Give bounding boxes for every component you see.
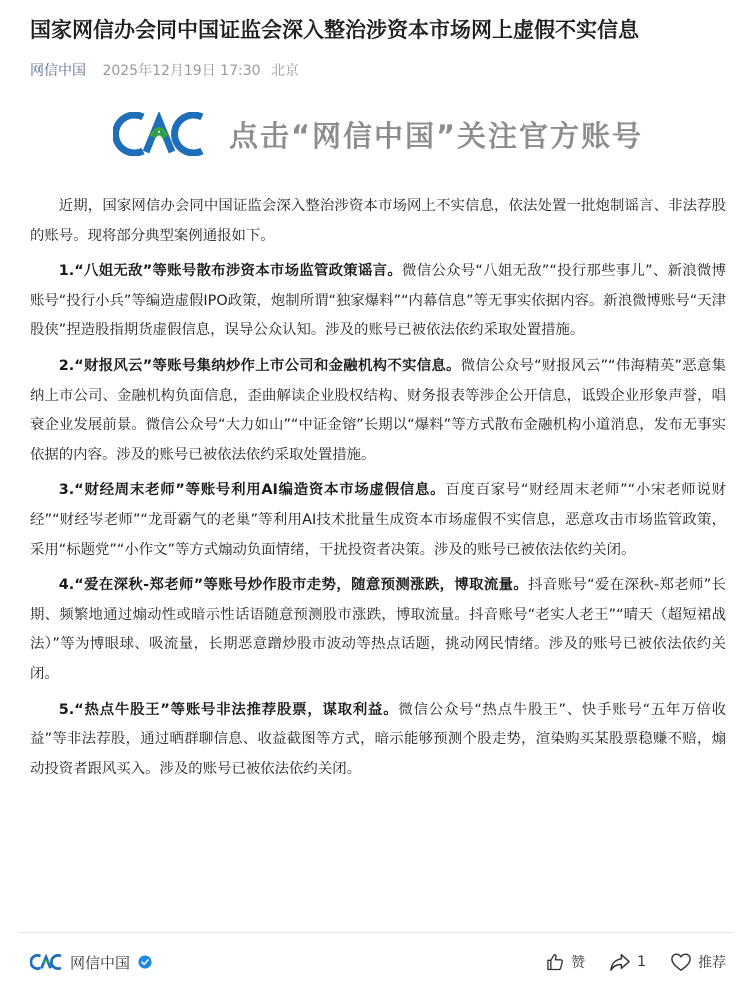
banner-text: 点击“网信中国”关注官方账号 <box>228 118 644 153</box>
case-body-2: 微信公众号“财报风云”“伟海精英”恶意集纳上市公司、金融机构负面信息，歪曲解读企业股权结构、财务报表等涉企公开信息，诋毁企业形象声誉，唱衰企业发展前景。微信公众号“大力如山”“中证金镕”长期以“爆料”等方式散布金融机构小道消息，发布无事实依据的内容。涉及的账号已被依法依约采取处置措施。 <box>30 357 726 463</box>
case-body-1: 微信公众号“八姐无敌”“投行那些事儿”、新浪微博账号“投行小兵”等编造虚假IPO政策，炮制所谓“独家爆料”“内幕信息”等无事实依据内容。新浪微博账号“天津股侠”捏造股指期货虚假信息，误导公众认知。涉及的账号已被依法依约采取处置措施。 <box>30 263 726 339</box>
case-heading-5: 5.“热点牛股王”等账号非法推荐股票，谋取利益。 <box>58 701 399 718</box>
case-body-3: 百度百家号“财经周末老师”“小宋老师说财经”“财经岑老师”“龙哥霸气的老巢”等利用AI技术批量生成资本市场虚假不实信息，恶意攻击市场监管政策，采用“标题党”“小作文”等方式煽动负面情绪，干扰投资者决策。涉及的账号已被依法依约关闭。 <box>30 482 726 558</box>
cac-logo-icon <box>113 112 205 156</box>
cac-small-logo-icon <box>30 954 62 970</box>
follow-banner[interactable] <box>30 86 726 182</box>
article-body <box>30 192 726 784</box>
share-arrow-icon <box>609 952 631 972</box>
case-heading-2: 2.“财报风云”等账号集纳炒作上市公司和金融机构不实信息。 <box>58 357 461 374</box>
recommend-label: 推荐 <box>698 955 726 971</box>
verified-badge-icon <box>138 955 152 969</box>
recommend-button[interactable] <box>670 952 726 972</box>
case-paragraph-2 <box>30 352 726 470</box>
case-heading-4: 4.“爱在深秋-郑老师”等账号炒作股市走势，随意预测涨跌，博取流量。 <box>58 577 529 594</box>
meta-location: 北京 <box>270 63 299 79</box>
case-paragraph-5 <box>30 696 726 785</box>
footer-source-name: 网信中国 <box>70 953 131 972</box>
case-body-5: 微信公众号“热点牛股王”、快手账号“五年万倍收益”等非法荐股，通过晒群聊信息、收益截图等方式，暗示能够预测个股走势，渲染购买某股票稳赚不赔，煽动投资者跟风买入。涉及的账号已被依法依约关闭。 <box>30 701 726 777</box>
case-paragraph-1 <box>30 257 726 346</box>
case-heading-3: 3.“财经周末老师”等账号利用AI编造资本市场虚假信息。 <box>58 482 446 499</box>
case-body-4: 抖音账号“爱在深秋-郑老师”长期、频繁地通过煽动性或暗示性话语随意预测股市涨跌，博取流量。抖音账号“老实人老王”“晴天（超短裙战法）”等为博眼球、吸流量，长期恶意蹭炒股市波动等热点话题，挑动网民情绪。涉及的账号已被依法依约关闭。 <box>30 577 727 682</box>
case-heading-1: 1.“八姐无敌”等账号散布涉资本市场监管政策谣言。 <box>58 263 403 280</box>
article-title: 国家网信办会同中国证监会深入整治涉资本市场网上虚假不实信息 <box>30 18 639 42</box>
like-label: 赞 <box>571 955 586 971</box>
thumbs-up-icon <box>545 952 565 972</box>
case-paragraph-3 <box>30 476 726 565</box>
share-count: 1 <box>637 954 646 970</box>
case-paragraph-4 <box>30 571 726 689</box>
heart-icon <box>670 952 692 972</box>
share-button[interactable] <box>609 952 646 972</box>
footer-bar <box>0 933 752 991</box>
article-meta <box>30 62 726 80</box>
like-button[interactable] <box>545 952 585 972</box>
action-bar <box>545 952 726 972</box>
meta-source-link[interactable]: 网信中国 <box>30 63 86 79</box>
intro-paragraph: 近期，国家网信办会同中国证监会深入整治涉资本市场网上不实信息，依法处置一批炮制谣言、非法荐股的账号。现将部分典型案例通报如下。 <box>30 198 726 244</box>
footer-source[interactable] <box>30 952 152 973</box>
meta-datetime: 2025年12月19日 17:30 <box>102 63 261 79</box>
